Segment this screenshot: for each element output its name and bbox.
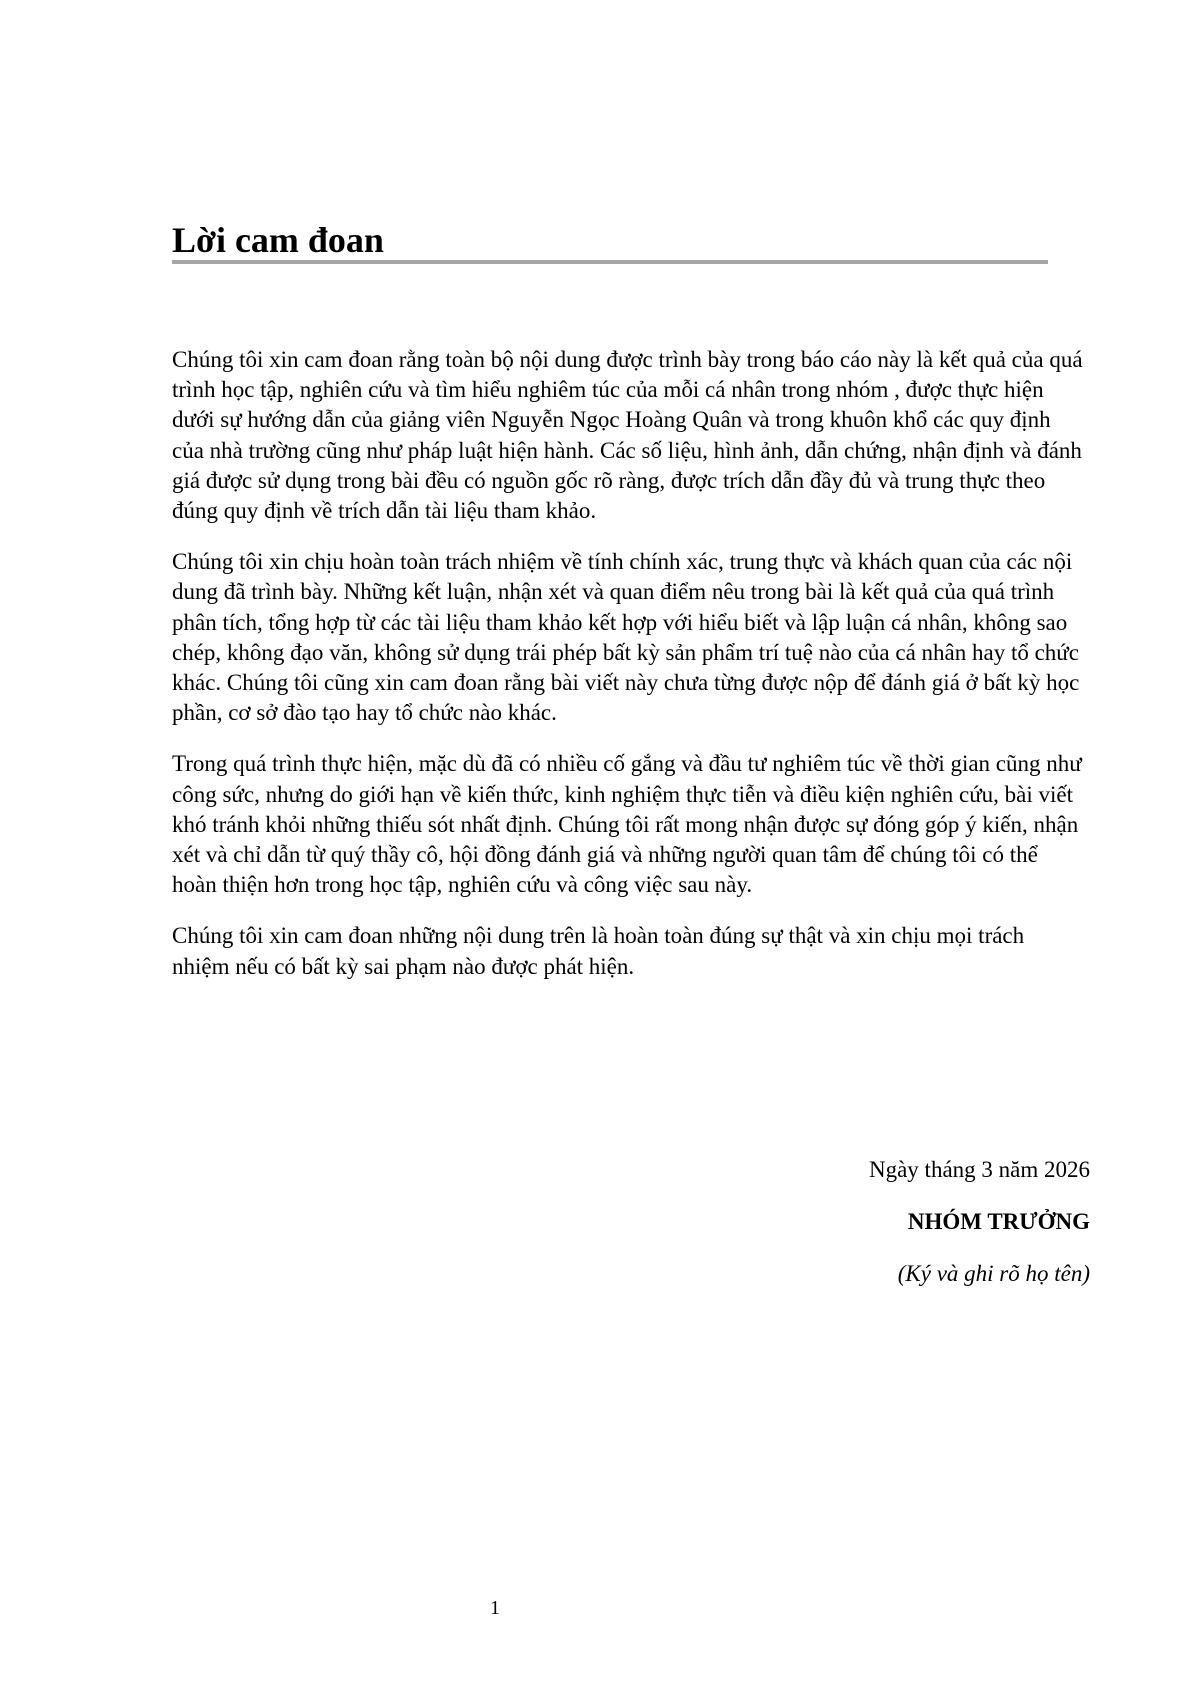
signature-note: (Ký và ghi rõ họ tên) — [897, 1261, 1090, 1286]
heading-underline — [172, 260, 1048, 264]
paragraph-2: Chúng tôi xin chịu hoàn toàn trách nhiệm về tính chính xác, trung thực và khách quan của các nội dung đã trình bày. Những kết luận, nhận xét và quan điểm nêu trong bài là kết quả của quá trình phân tích, tổng hợp từ các tài liệu tham khảo kết hợp với hiểu biết và lập luận cá nhân, không sao chép, không đạo văn, không sử dụng trái phép bất kỳ sản phẩm trí tuệ nào của cá nhân hay tổ chức khác. Chúng tôi cũng xin cam đoan rằng bài viết này chưa từng được nộp để đánh giá ở bất kỳ học phần, cơ sở đào tạo hay tổ chức nào khác. — [172, 549, 1080, 726]
page-number: 1 — [490, 1597, 500, 1619]
signature-block — [869, 1155, 1090, 1289]
signature-title: NHÓM TRƯỞNG — [907, 1209, 1090, 1234]
paragraph-3: Trong quá trình thực hiện, mặc dù đã có nhiều cố gắng và đầu tư nghiêm túc về thời gian cũng như công sức, nhưng do giới hạn về kiến thức, kinh nghiệm thực tiễn và điều kiện nghiên cứu, bài viết khó tránh khỏi những thiếu sót nhất định. Chúng tôi rất mong nhận được sự đóng góp ý kiến, nhận xét và chỉ dẫn từ quý thầy cô, hội đồng đánh giá và những người quan tâm để chúng tôi có thể hoàn thiện hơn trong học tập, nghiên cứu và công việc sau này. — [172, 751, 1082, 898]
signature-date: Ngày tháng 3 năm 2026 — [868, 1157, 1090, 1182]
paragraph-4: Chúng tôi xin cam đoan những nội dung trên là hoàn toàn đúng sự thật và xin chịu mọi trách nhiệm nếu có bất kỳ sai phạm nào được phát hiện. — [172, 923, 1025, 979]
declaration-body — [172, 345, 1087, 1003]
page-title: Lời cam đoan — [172, 220, 384, 260]
paragraph-1: Chúng tôi xin cam đoan rằng toàn bộ nội dung được trình bày trong báo cáo này là kết quả của quá trình học tập, nghiên cứu và tìm hiểu nghiêm túc của mỗi cá nhân trong nhóm , được thực hiện dưới sự hướng dẫn của giảng viên Nguyễn Ngọc Hoàng Quân và trong khuôn khổ các quy định của nhà trường cũng như pháp luật hiện hành. Các số liệu, hình ảnh, dẫn chứng, nhận định và đánh giá được sử dụng trong bài đều có nguồn gốc rõ ràng, được trích dẫn đầy đủ và trung thực theo đúng quy định về trích dẫn tài liệu tham khảo. — [172, 347, 1083, 524]
